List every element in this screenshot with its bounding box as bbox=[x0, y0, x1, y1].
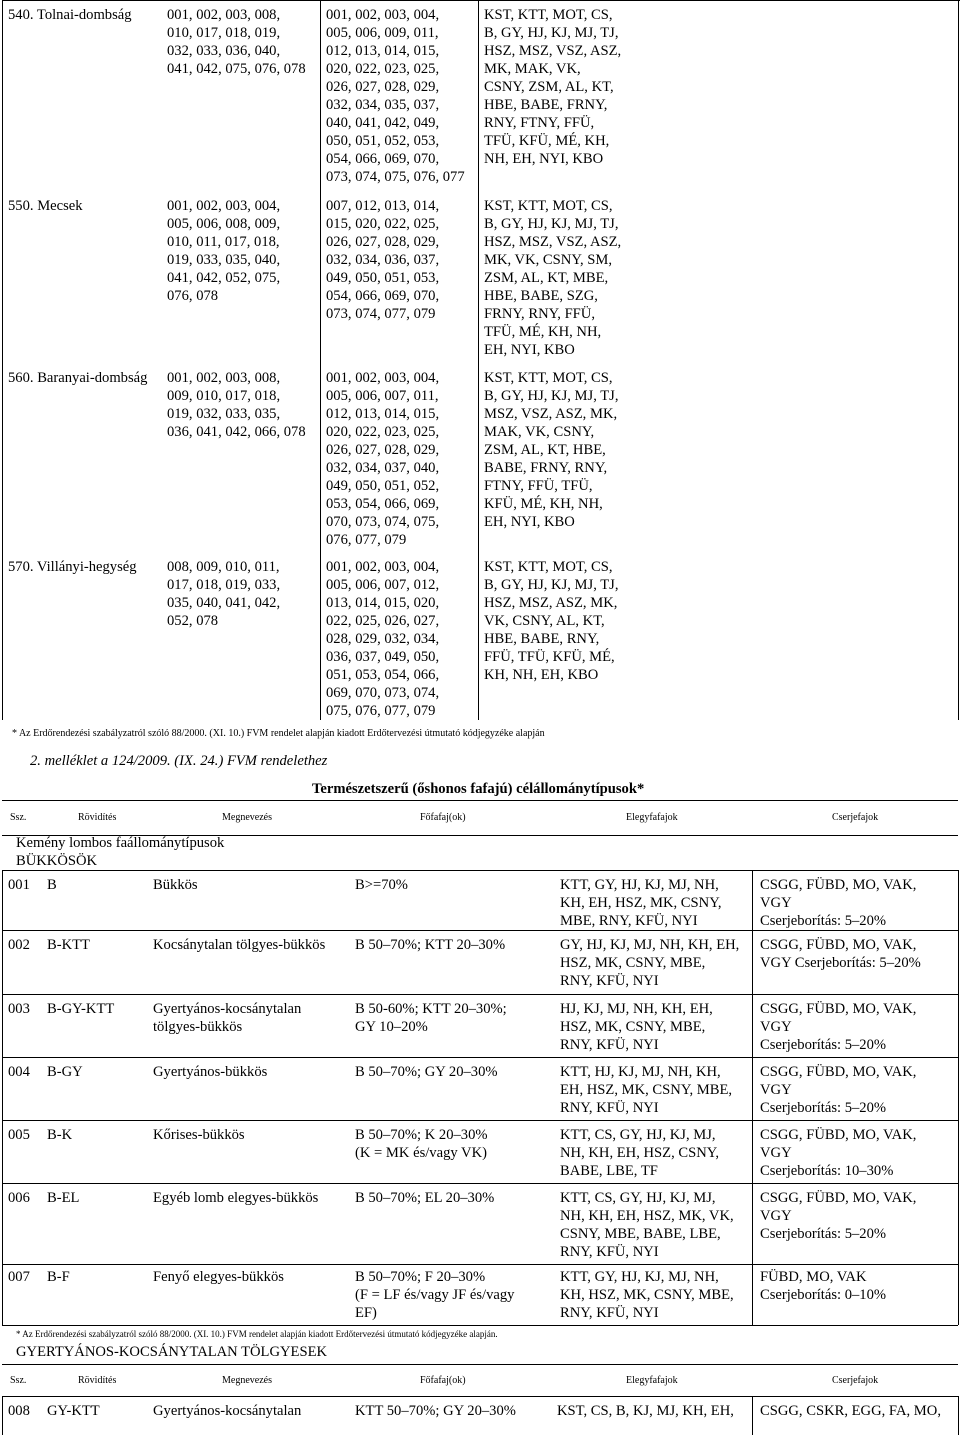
header-top-line bbox=[2, 1364, 958, 1365]
row-no: 007 bbox=[8, 1269, 30, 1285]
row-mixed-species: KTT, GY, HJ, KJ, MJ, NH, KH, HSZ, MK, CSNY, MBE, RNY, KFÜ, NYI bbox=[560, 1269, 734, 1321]
row-divider bbox=[2, 930, 958, 931]
region-codes-a: 001, 002, 003, 008, 010, 017, 018, 019, 032, 033, 036, 040, 041, 042, 075, 076, 078 bbox=[167, 7, 306, 77]
row-no: 001 bbox=[8, 877, 30, 893]
row-main-species: B>=70% bbox=[355, 877, 408, 893]
row-abbr: B-GY bbox=[47, 1064, 83, 1080]
row-main-species: B 50–70%; K 20–30% (K = MK és/vagy VK) bbox=[355, 1127, 488, 1161]
column-divider bbox=[752, 1396, 753, 1435]
annex-reference: 2. melléklet a 124/2009. (IX. 24.) FVM rendelethez bbox=[30, 753, 328, 769]
region-name: 560. Baranyai-dombság bbox=[8, 370, 148, 386]
row-no: 003 bbox=[8, 1001, 30, 1017]
row-main-species: B 50–70%; EL 20–30% bbox=[355, 1190, 495, 1206]
row-abbr: B-K bbox=[47, 1127, 73, 1143]
row-shrub-species: CSGG, FÜBD, MO, VAK, VGY Cserjeborítás: 5–20% bbox=[760, 1190, 917, 1242]
row-mixed-species: GY, HJ, KJ, MJ, NH, KH, EH, HSZ, MK, CSNY, MBE, RNY, KFÜ, NYI bbox=[560, 937, 740, 989]
region-name: 540. Tolnai-dombság bbox=[8, 7, 132, 23]
row-no: 008 bbox=[8, 1403, 30, 1419]
region-codes-b: 001, 002, 003, 004, 005, 006, 007, 012, 013, 014, 015, 020, 022, 025, 026, 027, 028, 029, 032, 034, 036, 037, 049, 050, 051, 053, 054, 066, 069, 070, 073, 074, 075, 076, 077, 079 bbox=[326, 559, 440, 719]
footnote: * Az Erdőrendezési szabályzatról szóló 88/2000. (XI. 10.) FVM rendelet alapján kiadott Erdőtervezési útmutató kódjegyzéke alapján. bbox=[16, 1329, 498, 1339]
row-main-species: B 50–70%; F 20–30% (F = LF és/vagy JF és/vagy EF) bbox=[355, 1269, 515, 1321]
table-border-top bbox=[2, 0, 960, 1]
header-abbr: Rövidítés bbox=[78, 1375, 117, 1386]
row-main-species: B 50–70%; KTT 20–30% bbox=[355, 937, 506, 953]
column-divider bbox=[478, 0, 479, 720]
row-name: Gyertyános-kocsánytalan tölgyes-bükkös bbox=[153, 1001, 302, 1035]
region-name: 570. Villányi-hegység bbox=[8, 559, 137, 575]
region-name: 550. Mecsek bbox=[8, 198, 83, 214]
row-abbr: B-EL bbox=[47, 1190, 80, 1206]
row-shrub-species: CSGG, FÜBD, MO, VAK, VGY Cserjeborítás: 5–20% bbox=[760, 937, 921, 971]
row-shrub-species: CSGG, FÜBD, MO, VAK, VGY Cserjeborítás: 5–20% bbox=[760, 1001, 917, 1053]
row-main-species: B 50-60%; KTT 20–30%; GY 10–20% bbox=[355, 1001, 507, 1035]
row-name: Kocsánytalan tölgyes-bükkös bbox=[153, 937, 326, 953]
header-main-species: Főfafaj(ok) bbox=[420, 1375, 466, 1386]
header-mixed-species: Elegyfafajok bbox=[626, 812, 678, 823]
row-name: Kőrises-bükkös bbox=[153, 1127, 245, 1143]
table-border-left bbox=[2, 870, 3, 1325]
region-codes-b: 001, 002, 003, 004, 005, 006, 007, 011, 012, 013, 014, 015, 020, 022, 023, 025, 026, 027, 028, 029, 032, 034, 037, 040, 049, 050, 051, 052, 053, 054, 066, 069, 070, 073, 074, 075, 076, 077, 079 bbox=[326, 370, 440, 548]
row-no: 006 bbox=[8, 1190, 30, 1206]
header-name: Megnevezés bbox=[222, 1375, 272, 1386]
row-shrub-species: FÜBD, MO, VAK Cserjeborítás: 0–10% bbox=[760, 1269, 887, 1303]
row-shrub-species: CSGG, FÜBD, MO, VAK, VGY Cserjeborítás: 5–20% bbox=[760, 877, 917, 929]
header-shrub-species: Cserjefajok bbox=[832, 1375, 879, 1386]
header-shrub-species: Cserjefajok bbox=[832, 812, 879, 823]
row-abbr: GY-KTT bbox=[47, 1403, 100, 1419]
table-border-left bbox=[2, 0, 3, 720]
region-codes-a: 001, 002, 003, 004, 005, 006, 008, 009, 010, 011, 017, 018, 019, 033, 035, 040, 041, 042, 052, 075, 076, 078 bbox=[167, 198, 281, 304]
header-mixed-species: Elegyfafajok bbox=[626, 1375, 678, 1386]
row-divider bbox=[2, 1183, 958, 1184]
row-divider bbox=[2, 1057, 958, 1058]
region-species: KST, KTT, MOT, CS, B, GY, HJ, KJ, MJ, TJ, HSZ, MSZ, ASZ, MK, VK, CSNY, AL, KT, HBE, BABE, RNY, FFÜ, TFÜ, KFÜ, MÉ, KH, NH, EH, KBO bbox=[484, 559, 619, 683]
region-species: KST, KTT, MOT, CS, B, GY, HJ, KJ, MJ, TJ, MSZ, VSZ, ASZ, MK, MAK, VK, CSNY, ZSM, AL, KT, HBE, BABE, FRNY, RNY, FTNY, FFÜ, TFÜ, KFÜ, MÉ, KH, NH, EH, NYI, KBO bbox=[484, 370, 619, 530]
footnote: * Az Erdőrendezési szabályzatról szóló 88/2000. (XI. 10.) FVM rendelet alapján kiadott Erdőtervezési útmutató kódjegyzéke alapján bbox=[12, 728, 545, 739]
header-bottom-line bbox=[2, 1396, 958, 1397]
header-name: Megnevezés bbox=[222, 812, 272, 823]
row-mixed-species: KTT, CS, GY, HJ, KJ, MJ, NH, KH, EH, HSZ, MK, VK, CSNY, MBE, BABE, LBE, RNY, KFÜ, NYI bbox=[560, 1190, 734, 1260]
table-border-right bbox=[958, 1396, 959, 1435]
column-divider bbox=[752, 870, 753, 1325]
annex-title: Természetszerű (őshonos fafajú) célállománytípusok* bbox=[312, 781, 645, 797]
row-abbr: B bbox=[47, 877, 57, 893]
region-codes-a: 001, 002, 003, 008, 009, 010, 017, 018, 019, 032, 033, 035, 036, 041, 042, 066, 078 bbox=[167, 370, 306, 440]
region-codes-a: 008, 009, 010, 011, 017, 018, 019, 033, 035, 040, 041, 042, 052, 078 bbox=[167, 559, 281, 629]
row-abbr: B-GY-KTT bbox=[47, 1001, 115, 1017]
section-subgroup-title: BÜKKÖSÖK bbox=[16, 853, 98, 869]
row-name: Bükkös bbox=[153, 877, 198, 893]
column-divider bbox=[320, 0, 321, 720]
region-species: KST, KTT, MOT, CS, B, GY, HJ, KJ, MJ, TJ, HSZ, MSZ, VSZ, ASZ, MK, MAK, VK, CSNY, ZSM, AL, KT, HBE, BABE, FRNY, RNY, FTNY, FFÜ, TFÜ, KFÜ, MÉ, KH, NH, EH, NYI, KBO bbox=[484, 7, 622, 167]
row-mixed-species: HJ, KJ, MJ, NH, KH, EH, HSZ, MK, CSNY, MBE, RNY, KFÜ, NYI bbox=[560, 1001, 713, 1053]
table-border-top bbox=[2, 870, 958, 871]
header-no: Ssz. bbox=[10, 1375, 27, 1386]
row-no: 002 bbox=[8, 937, 30, 953]
row-no: 005 bbox=[8, 1127, 30, 1143]
row-divider bbox=[2, 1120, 958, 1121]
table-border-bottom bbox=[2, 1325, 958, 1326]
row-shrub-species: CSGG, CSKR, EGG, FA, MO, bbox=[760, 1403, 941, 1419]
row-no: 004 bbox=[8, 1064, 30, 1080]
section-subgroup-title: GYERTYÁNOS-KOCSÁNYTALAN TÖLGYESEK bbox=[16, 1344, 328, 1360]
row-name: Egyéb lomb elegyes-bükkös bbox=[153, 1190, 319, 1206]
row-shrub-species: CSGG, FÜBD, MO, VAK, VGY Cserjeborítás: 5–20% bbox=[760, 1064, 917, 1116]
row-mixed-species: KTT, CS, GY, HJ, KJ, MJ, NH, KH, EH, HSZ, CSNY, BABE, LBE, TF bbox=[560, 1127, 720, 1179]
table-border-left bbox=[2, 1396, 3, 1435]
row-main-species: KTT 50–70%; GY 20–30% bbox=[355, 1403, 516, 1419]
region-species: KST, KTT, MOT, CS, B, GY, HJ, KJ, MJ, TJ, HSZ, MSZ, VSZ, ASZ, MK, VK, CSNY, SM, ZSM, AL, KT, MBE, HBE, BABE, SZG, FRNY, RNY, FFÜ, TFÜ, MÉ, KH, NH, EH, NYI, KBO bbox=[484, 198, 622, 358]
row-abbr: B-KTT bbox=[47, 937, 90, 953]
row-divider bbox=[2, 994, 958, 995]
region-codes-b: 001, 002, 003, 004, 005, 006, 009, 011, 012, 013, 014, 015, 020, 022, 023, 025, 026, 027, 028, 029, 032, 034, 035, 037, 040, 041, 042, 049, 050, 051, 052, 053, 054, 066, 069, 070, 073, 074, 075, 076, 077 bbox=[326, 7, 465, 185]
row-shrub-species: CSGG, FÜBD, MO, VAK, VGY Cserjeborítás: 10–30% bbox=[760, 1127, 917, 1179]
row-mixed-species: KST, CS, B, KJ, MJ, KH, EH, bbox=[557, 1403, 734, 1419]
row-mixed-species: KTT, HJ, KJ, MJ, NH, KH, EH, HSZ, MK, CSNY, MBE, RNY, KFÜ, NYI bbox=[560, 1064, 733, 1116]
header-top-line bbox=[2, 800, 958, 801]
row-name: Gyertyános-bükkös bbox=[153, 1064, 268, 1080]
row-name: Fenyő elegyes-bükkös bbox=[153, 1269, 284, 1285]
header-no: Ssz. bbox=[10, 812, 27, 823]
row-name: Gyertyános-kocsánytalan bbox=[153, 1403, 302, 1419]
region-codes-b: 007, 012, 013, 014, 015, 020, 022, 025, 026, 027, 028, 029, 032, 034, 036, 037, 049, 050, 051, 053, 054, 066, 069, 070, 073, 074, 077, 079 bbox=[326, 198, 440, 322]
table-border-right bbox=[958, 870, 959, 1325]
row-main-species: B 50–70%; GY 20–30% bbox=[355, 1064, 498, 1080]
table-border-right bbox=[958, 0, 959, 720]
row-divider bbox=[2, 1264, 958, 1265]
section-group-title: Kemény lombos faállománytípusok bbox=[16, 835, 225, 851]
row-abbr: B-F bbox=[47, 1269, 70, 1285]
header-main-species: Főfafaj(ok) bbox=[420, 812, 466, 823]
header-abbr: Rövidítés bbox=[78, 812, 117, 823]
row-mixed-species: KTT, GY, HJ, KJ, MJ, NH, KH, EH, HSZ, MK, CSNY, MBE, RNY, KFÜ, NYI bbox=[560, 877, 722, 929]
